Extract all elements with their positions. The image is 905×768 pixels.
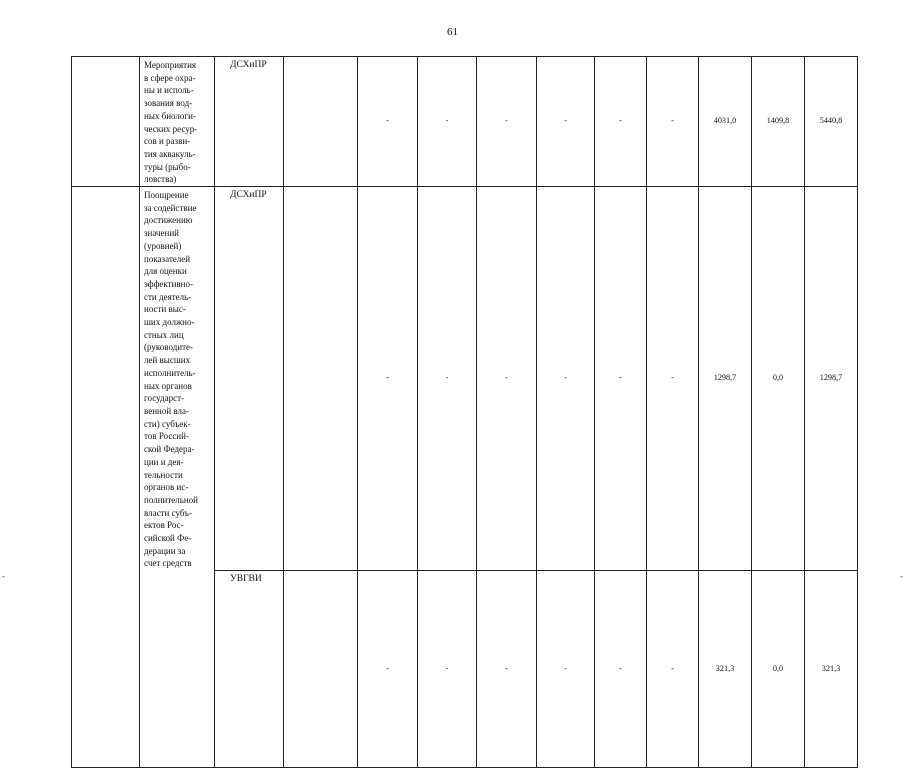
scan-edge-mark-left: -	[2, 571, 5, 581]
value-cell: -	[647, 570, 699, 767]
scan-edge-mark-right: -	[900, 571, 903, 581]
value-cell: 4031,0	[699, 57, 752, 187]
value-cell: 5440,8	[805, 57, 858, 187]
value-cell: -	[358, 570, 418, 767]
value-cell: -	[358, 187, 418, 571]
executor-cell: УВГВИ	[215, 570, 284, 767]
empty-cell	[284, 570, 358, 767]
value-cell: 1409,8	[752, 57, 805, 187]
empty-cell	[72, 570, 140, 767]
value-cell: -	[537, 187, 595, 571]
value-cell: 321,3	[699, 570, 752, 767]
value-cell: -	[477, 57, 537, 187]
executor-cell: ДСХиПР	[215, 57, 284, 187]
table-row	[72, 57, 858, 187]
empty-cell	[72, 187, 140, 571]
value-cell: -	[358, 57, 418, 187]
value-cell: -	[595, 57, 647, 187]
empty-cell	[284, 57, 358, 187]
page-number: 61	[447, 26, 458, 38]
value-cell: -	[477, 187, 537, 571]
value-cell: 0,0	[752, 187, 805, 571]
empty-cell	[72, 57, 140, 187]
value-cell: -	[418, 57, 477, 187]
value-cell: -	[595, 570, 647, 767]
value-cell: -	[595, 187, 647, 571]
value-cell: -	[418, 187, 477, 571]
value-cell: -	[647, 57, 699, 187]
value-cell: 321,3	[805, 570, 858, 767]
value-cell: -	[418, 570, 477, 767]
value-cell: 1298,7	[805, 187, 858, 571]
event-name-cell: Мероприятия в сфере охра- ны и исполь- зования вод- ных биологи- ческих ресур- сов и разви- тия аквакуль- туры (рыбо- ловства)	[140, 57, 215, 187]
table-row	[72, 570, 858, 767]
value-cell: -	[477, 570, 537, 767]
event-name-cell: Поощрение за содействие достижению значений (уровней) показателей для оценки эффективно- сти деятель- ности выс- ших должно- стных лиц (руководите- лей высших исполнитель- ных органов государст- венной вла- сти) субъек- тов Россий- ской Федера- ции и дея- тельности органов ис- полнительной власти субъ- ектов Рос- сийской Фе- дерации за счет средств	[140, 187, 215, 571]
table-row	[72, 187, 858, 571]
event-name-continuation	[140, 570, 215, 767]
value-cell: -	[647, 187, 699, 571]
budget-table	[71, 56, 858, 768]
value-cell: -	[537, 570, 595, 767]
executor-cell: ДСХиПР	[215, 187, 284, 571]
empty-cell	[284, 187, 358, 571]
value-cell: 0,0	[752, 570, 805, 767]
value-cell: -	[537, 57, 595, 187]
value-cell: 1298,7	[699, 187, 752, 571]
